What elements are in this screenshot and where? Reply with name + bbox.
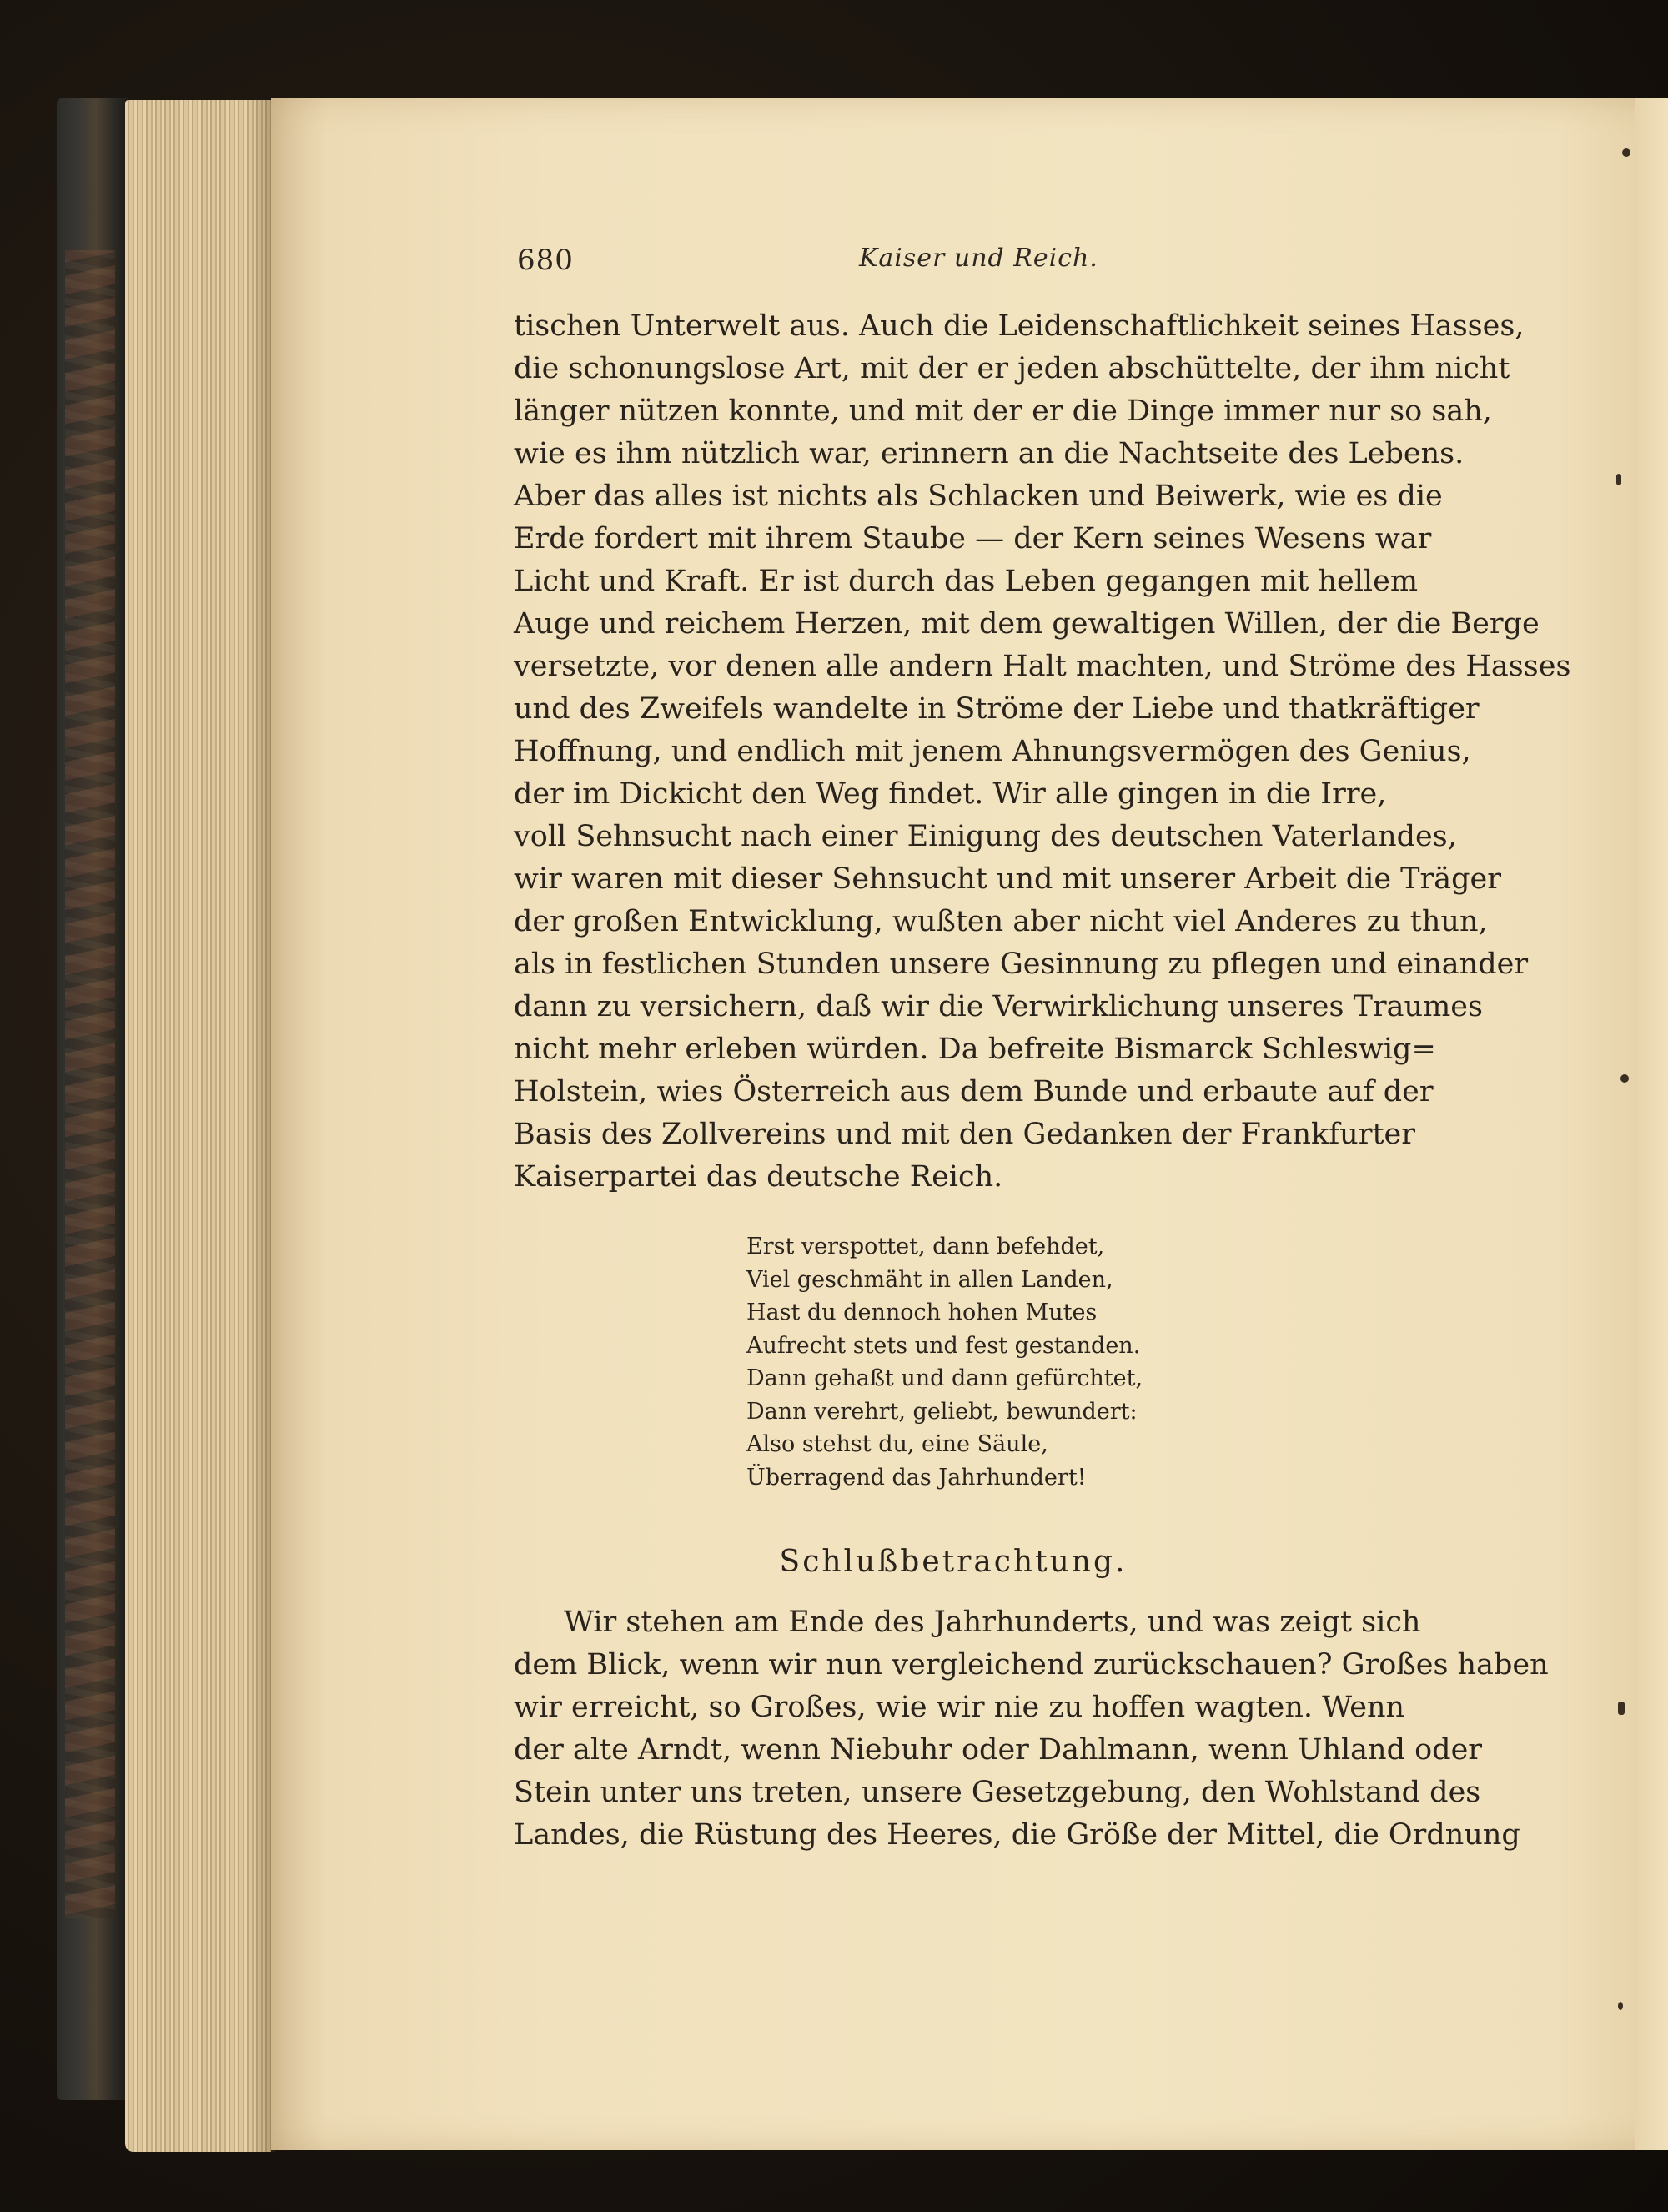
- text-line: tischen Unterwelt aus. Auch die Leidenschaftlichkeit seines Hasses,: [514, 309, 1525, 343]
- text-line: als in festlichen Stunden unsere Gesinnung zu pflegen und einander: [514, 948, 1529, 981]
- poem-line: Hast du dennoch hohen Mutes: [746, 1300, 1098, 1325]
- text-line: dann zu versichern, daß wir die Verwirklichung unseres Traumes: [514, 990, 1483, 1023]
- running-title: Kaiser und Reich.: [859, 244, 1098, 273]
- text-line: wir waren mit dieser Sehnsucht und mit unserer Arbeit die Träger: [514, 862, 1501, 896]
- margin-mark: [1618, 1702, 1625, 1715]
- poem-line: Erst verspottet, dann befehdet,: [746, 1234, 1105, 1259]
- poem-line: Also stehst du, eine Säule,: [746, 1431, 1048, 1457]
- text-line: Landes, die Rüstung des Heeres, die Größe der Mittel, die Ordnung: [514, 1818, 1520, 1852]
- text-line: die schonungslose Art, mit der er jeden abschüttelte, der ihm nicht: [514, 352, 1510, 385]
- poem: [746, 1230, 1180, 1494]
- poem-line: Überragend das Jahrhundert!: [746, 1464, 1087, 1491]
- text-line: versetzte, vor denen alle andern Halt machten, und Ströme des Hasses: [514, 650, 1571, 683]
- text-line: länger nützen konnte, und mit der er die Dinge immer nur so sah,: [514, 395, 1492, 428]
- section-paragraph: [514, 1601, 1549, 1857]
- page-edges: [125, 100, 271, 2152]
- text-line: Licht und Kraft. Er ist durch das Leben gegangen mit hellem: [514, 565, 1419, 598]
- margin-mark: [1618, 2002, 1623, 2010]
- page-header: [517, 244, 1393, 277]
- text-line: Aber das alles ist nichts als Schlacken und Beiwerk, wie es die: [514, 480, 1443, 513]
- text-line: der alte Arndt, wenn Niebuhr oder Dahlmann, wenn Uhland oder: [514, 1733, 1483, 1767]
- main-paragraph: [514, 305, 1571, 1199]
- text-line: Auge und reichem Herzen, mit dem gewaltigen Willen, der die Berge: [514, 607, 1540, 641]
- text-line: Holstein, wies Österreich aus dem Bunde und erbaute auf der: [514, 1075, 1434, 1109]
- text-line: wie es ihm nützlich war, erinnern an die Nachtseite des Lebens.: [514, 437, 1465, 470]
- text-line: Stein unter uns treten, unsere Gesetzgebung, den Wohlstand des: [514, 1776, 1481, 1809]
- poem-line: Aufrecht stets und fest gestanden.: [746, 1332, 1141, 1359]
- marbled-cover-pattern: [65, 250, 115, 1918]
- page-right-edge: [1635, 98, 1668, 2150]
- text-line: Kaiserpartei das deutsche Reich.: [514, 1160, 1003, 1194]
- text-line: nicht mehr erleben würden. Da befreite Bismarck Schleswig=: [514, 1033, 1436, 1066]
- text-line: voll Sehnsucht nach einer Einigung des deutschen Vaterlandes,: [514, 820, 1457, 853]
- margin-mark: [1622, 148, 1630, 157]
- text-line: Basis des Zollvereins und mit den Gedanken der Frankfurter: [514, 1118, 1415, 1151]
- text-line: dem Blick, wenn wir nun vergleichend zurückschauen? Großes haben: [514, 1648, 1549, 1682]
- section-heading: Schlußbetrachtung.: [779, 1545, 1128, 1579]
- poem-line: Dann verehrt, geliebt, bewundert:: [746, 1398, 1138, 1425]
- poem-line: Viel geschmäht in allen Landen,: [746, 1266, 1113, 1293]
- text-line: Erde fordert mit ihrem Staube — der Kern seines Wesens war: [514, 522, 1432, 556]
- page-number: 680: [517, 244, 574, 277]
- text-line: der im Dickicht den Weg findet. Wir alle gingen in die Irre,: [514, 777, 1387, 811]
- margin-mark: [1620, 1074, 1629, 1083]
- text-line: Hoffnung, und endlich mit jenem Ahnungsvermögen des Genius,: [514, 735, 1471, 768]
- text-line: der großen Entwicklung, wußten aber nicht viel Anderes zu thun,: [514, 905, 1488, 938]
- text-line: und des Zweifels wandelte in Ströme der Liebe und thatkräftiger: [514, 692, 1480, 726]
- text-line: Wir stehen am Ende des Jahrhunderts, und was zeigt sich: [564, 1606, 1421, 1639]
- margin-mark: [1616, 474, 1621, 485]
- text-line: wir erreicht, so Großes, wie wir nie zu hoffen wagten. Wenn: [514, 1691, 1405, 1724]
- poem-line: Dann gehaßt und dann gefürchtet,: [746, 1365, 1143, 1391]
